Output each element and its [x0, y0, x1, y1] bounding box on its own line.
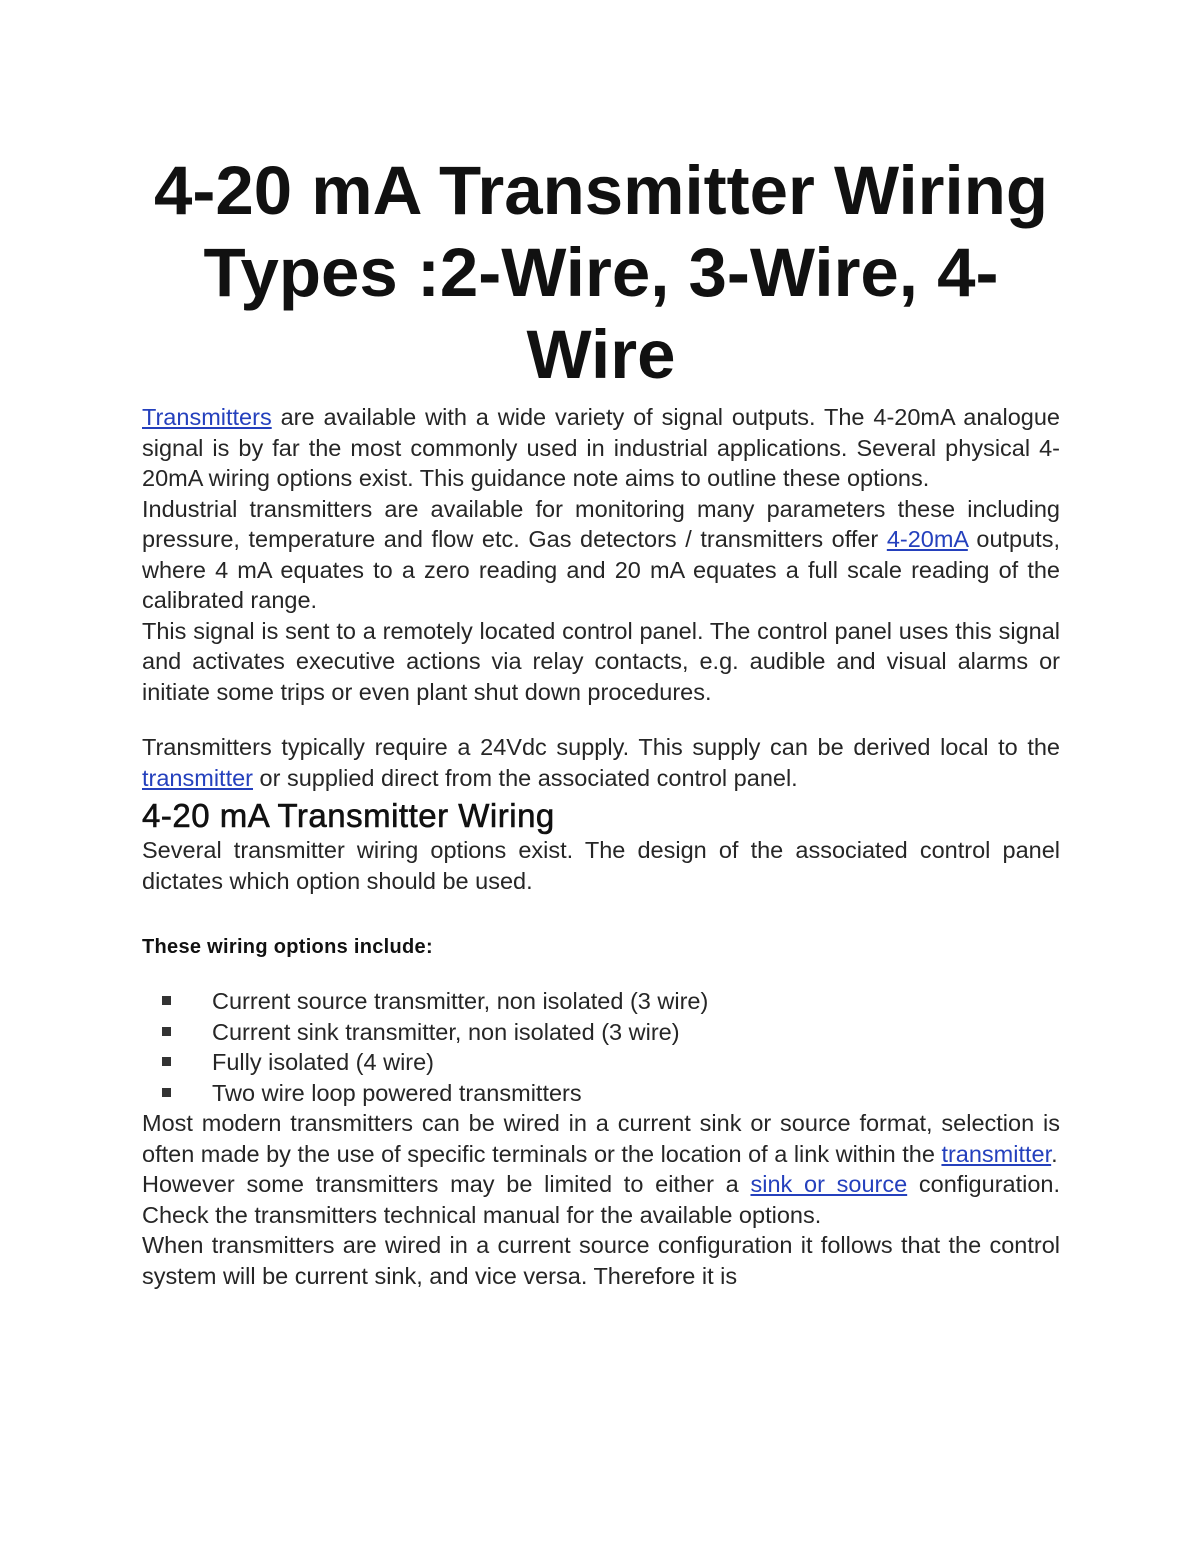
square-bullet-icon [162, 1027, 171, 1036]
parameters-paragraph [142, 494, 1060, 616]
sink-source-paragraph [142, 1108, 1060, 1169]
list-item: Fully isolated (4 wire) [142, 1047, 1060, 1078]
parameters-text-end: outputs, where 4 mA equates to a zero reading and 20 mA equates a full scale reading of the calibrated range. [142, 526, 1060, 613]
transmitter-link[interactable]: transmitter [142, 764, 253, 791]
supply-text-end: or supplied direct from the associated control panel. [253, 764, 798, 791]
4-20ma-link[interactable]: 4-20mA [886, 526, 968, 552]
section-heading: 4-20 mA Transmitter Wiring [142, 797, 555, 834]
limitations-text-start: However some transmitters may be limited to either a [142, 1171, 751, 1197]
sink-source-text-start: Most modern transmitters can be wired in a current sink or source format, selection is often made by the use of specific terminals or the location of a link within the [142, 1110, 1060, 1167]
intro-paragraph [142, 402, 1060, 494]
wiring-options-paragraph: Several transmitter wiring options exist. The design of the associated control panel dictates which option should be used. [142, 837, 1060, 894]
square-bullet-icon [162, 996, 171, 1005]
wiring-options-list [142, 986, 1060, 1108]
supply-paragraph [142, 732, 1060, 793]
limitations-paragraph [142, 1169, 1060, 1230]
intro-text: are available with a wide variety of signal outputs. The 4-20mA analogue signal is by far the most commonly used in industrial applications. Several physical 4-20mA wiring options exist. This guidance note aims to outline these options. [142, 404, 1060, 491]
transmitter-link-2[interactable]: transmitter [941, 1140, 1052, 1167]
supply-text-start: Transmitters typically require a 24Vdc supply. This supply can be derived local to the [142, 734, 1060, 760]
list-item: Two wire loop powered transmitters [142, 1078, 1060, 1109]
square-bullet-icon [162, 1057, 171, 1066]
square-bullet-icon [162, 1088, 171, 1097]
limitations-text-end: configuration. Check the transmitters technical manual for the available options. [142, 1171, 1061, 1228]
current-source-paragraph: When transmitters are wired in a current source configuration it follows that the control system will be current sink, and vice versa. Therefore it is [142, 1232, 1060, 1289]
document-body [142, 150, 1060, 1291]
transmitters-link[interactable]: Transmitters [142, 404, 272, 430]
parameters-text-start: Industrial transmitters are available for monitoring many parameters these including pressure, temperature and flow etc. Gas detectors / transmitters offer [142, 495, 1060, 552]
control-panel-paragraph: This signal is sent to a remotely located control panel. The control panel uses this signal and activates executive actions via relay contacts, e.g. audible and visual alarms or initiate some trips or even plant shut down procedures. [142, 617, 1060, 705]
options-lead: These wiring options include: [142, 936, 433, 958]
sink-source-text-end: . [1051, 1140, 1058, 1167]
sink-or-source-link[interactable]: sink or source [750, 1171, 908, 1197]
page-title: 4-20 mA Transmitter Wiring Types :2-Wire, 3-Wire, 4-Wire [153, 152, 1049, 393]
list-item: Current sink transmitter, non isolated (3 wire) [142, 1017, 1060, 1048]
list-item: Current source transmitter, non isolated (3 wire) [142, 986, 1060, 1017]
